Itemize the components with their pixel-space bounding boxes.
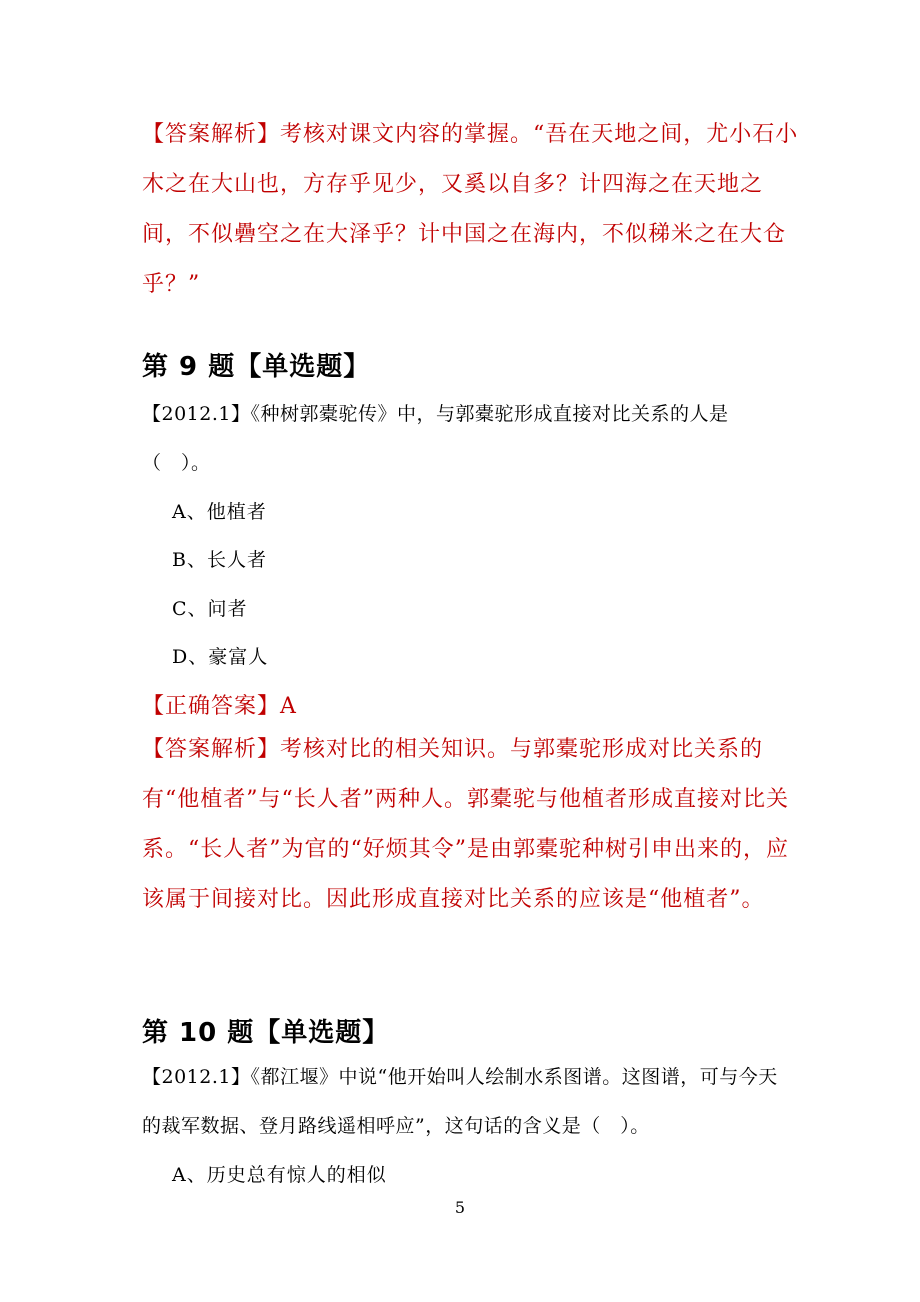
question-10-stem: 【2012.1】《都江堰》中说“他开始叫人绘制水系图谱。这图谱，可与今天的裁军数据、登月路线遥相呼应”，这句话的含义是（ ）。 (142, 1066, 778, 1137)
question-9-correct-answer: 【正确答案】A (142, 694, 297, 719)
question-9-explanation: 【答案解析】考核对比的相关知识。与郭橐驼形成对比关系的有“他植者”与“长人者”两种人。郭橐驼与他植者形成直接对比关系。“长人者”为官的“好烦其令”是由郭橐驼种树引申出来的，应该属于间接对比。因此形成直接对比关系的应该是“他植者”。 (142, 737, 789, 912)
question-9-heading: 第 9 题【单选题】 (142, 352, 371, 382)
question-9-option-d[interactable]: D、豪富人 (172, 646, 269, 668)
page-number: 5 (454, 1198, 466, 1217)
question-9-option-b[interactable]: B、长人者 (172, 549, 267, 571)
question-9-stem: 【2012.1】《种树郭橐驼传》中，与郭橐驼形成直接对比关系的人是（ ）。 (142, 403, 729, 474)
question-10-option-a[interactable]: A、历史总有惊人的相似 (172, 1164, 387, 1186)
question-9-option-a[interactable]: A、他植者 (172, 501, 267, 523)
question-10-heading: 第 10 题【单选题】 (142, 1018, 390, 1048)
previous-answer-explanation: 【答案解析】考核对课文内容的掌握。“吾在天地之间，尤小石小木之在大山也，方存乎见少，又奚以自多？计四海之在天地之间，不似礨空之在大泽乎？计中国之在海内，不似稊米之在大仓乎？” (142, 122, 799, 297)
question-9-option-c[interactable]: C、问者 (172, 598, 248, 620)
